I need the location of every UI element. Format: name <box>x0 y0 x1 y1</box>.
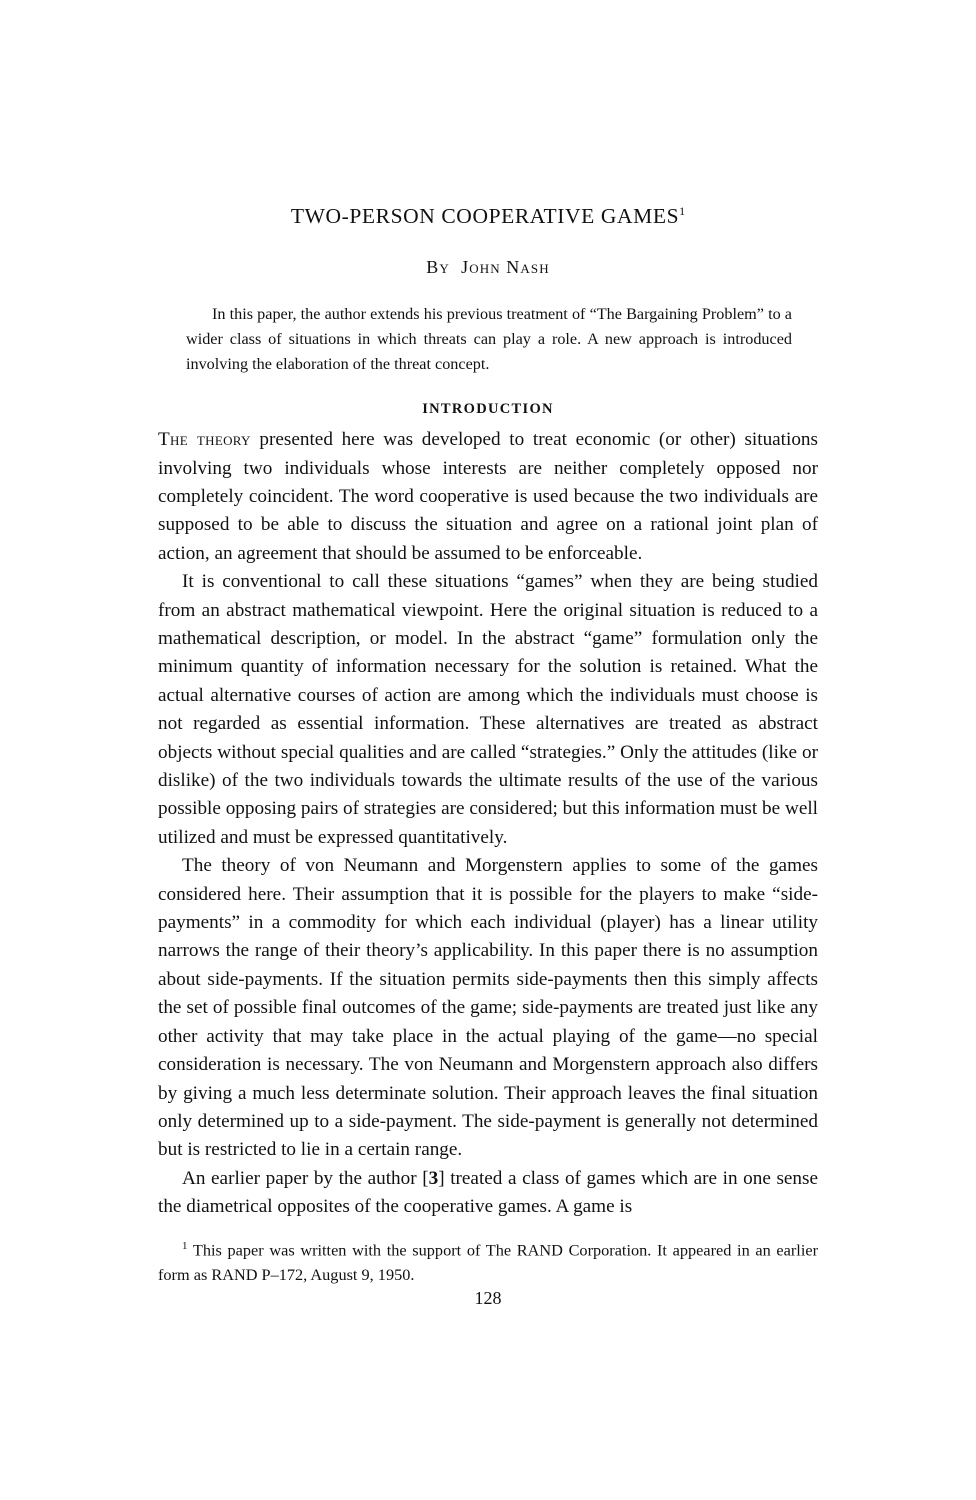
page-content <box>158 196 818 1222</box>
paragraph-4-pre-reference: An earlier paper by the author [ <box>182 1167 429 1189</box>
paragraph-4 <box>158 1165 818 1222</box>
page-title-text: TWO-PERSON COOPERATIVE GAMES <box>290 204 680 229</box>
footnote-marker: 1 <box>182 1240 188 1252</box>
byline-spacer <box>450 257 461 277</box>
paragraph-1-body: presented here was developed to treat economic (or other) situations involving two individuals whose interests are neither completely opposed nor completely coincident. The word cooperative is used because the two individuals are supposed to be able to discuss the situation and agree on a rational joint plan of action, an agreement that should be assumed to be enforceable. <box>158 429 818 564</box>
byline <box>158 257 818 278</box>
footnote-1 <box>158 1234 818 1287</box>
citation-reference-3: 3 <box>428 1167 439 1189</box>
footnote-area <box>158 1234 818 1287</box>
title-footnote-marker: 1 <box>679 204 686 218</box>
page-number: 128 <box>474 1288 502 1308</box>
byline-prefix: By <box>426 257 450 278</box>
paragraph-3: The theory of von Neumann and Morgenstern applies to some of the games considered here. Their assumption that it is possible for the players to make “side-payments” in a commodity for which each individual (player) has a linear utility narrows the range of their theory’s applicability. In this paper there is no assumption about side-payments. If the situation permits side-payments then this simply affects the set of possible final outcomes of the game; side-payments are treated just like any other activity that may take place in the actual playing of the game—no special consideration is necessary. The von Neumann and Morgenstern approach also differs by giving a much less determinate solution. Their approach leaves the final situation only determined up to a side-payment. The side-payment is generally not determined but is restricted to lie in a certain range. <box>158 855 818 1161</box>
section-heading-introduction: INTRODUCTION <box>422 401 554 418</box>
paragraph-1-leadin: The theory <box>158 429 251 451</box>
paragraph-4-post-reference: ] treated a class of games which are in one sense the diametrical opposites of the cooperative games. A game is <box>158 1167 818 1218</box>
paragraph-2: It is conventional to call these situations “games” when they are being studied from an abstract mathematical viewpoint. Here the original situation is reduced to a mathematical description, or model. In the abstract “game” formulation only the minimum quantity of information necessary for the solution is retained. What the actual alternative courses of action are among which the individuals must choose is not regarded as essential information. These alternatives are treated as abstract objects without special qualities and are called “strategies.” Only the attitudes (like or dislike) of the two individuals towards the ultimate results of the use of the various possible opposing pairs of strategies are considered; but this information must be well utilized and must be expressed quantitatively. <box>158 571 818 848</box>
abstract: In this paper, the author extends his previous treatment of “The Bargaining Problem” to a wider class of situations in which threats can play a role. A new approach is introduced involving the elaboration of the threat concept. <box>186 305 792 374</box>
paragraph-1 <box>158 426 818 568</box>
footnote-text: This paper was written with the support of The RAND Corporation. It appeared in an earlier form as RAND P–172, August 9, 1950. <box>158 1240 818 1285</box>
page-title <box>158 196 818 231</box>
byline-author: John Nash <box>461 257 550 278</box>
